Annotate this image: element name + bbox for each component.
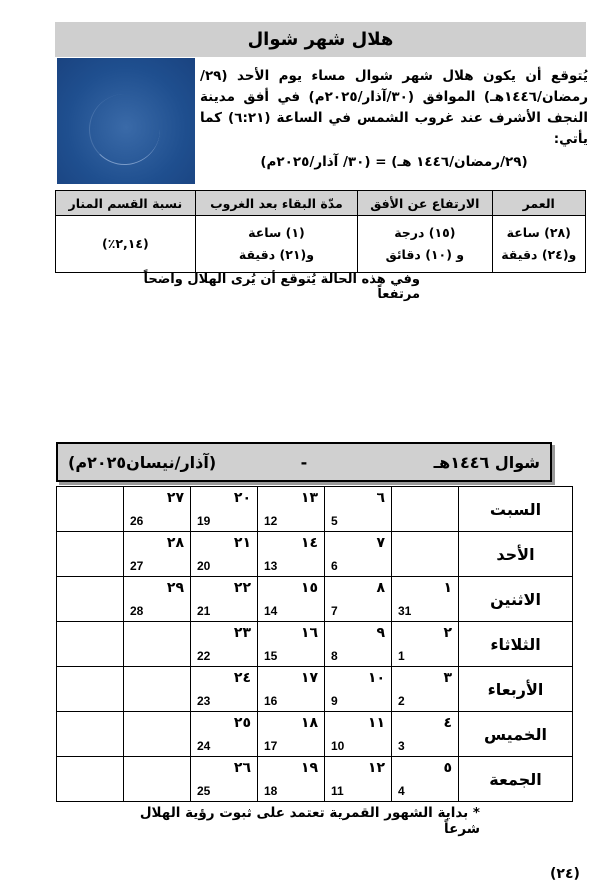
calendar-cell (325, 577, 392, 622)
hijri-date: ٤ (443, 715, 452, 731)
gregorian-date: 8 (331, 649, 338, 663)
calendar-cell (325, 712, 392, 757)
calendar-title-separator: - (300, 452, 308, 472)
header-altitude: الارتفاع عن الأفق (358, 191, 492, 216)
calendar-cell (392, 757, 459, 802)
calendar-cell (392, 712, 459, 757)
calendar-row (57, 712, 573, 757)
hijri-date: ٩ (376, 625, 385, 641)
value-duration (195, 216, 357, 273)
calendar-title-hijri: شوال ١٤٤٦هـ (433, 452, 540, 472)
calendar-cell (258, 667, 325, 712)
value-duration-line1: (١) ساعة (248, 225, 305, 240)
calendar-row (57, 577, 573, 622)
page-number: (٢٤) (550, 866, 580, 882)
value-illumination-line1: (٢,١٤٪) (102, 236, 149, 251)
info-value-row (56, 216, 586, 273)
hijri-date: ١٥ (300, 580, 318, 596)
calendar-cell (392, 532, 459, 577)
intro-paragraph: يُتوقع أن يكون هلال شهر شوال مساء يوم الأحد (٢٩/ رمضان/١٤٤٦هـ) الموافق (٣٠/آذار/٢٠٢٥م) في أفق مدينة النجف الأشرف عند غروب الشمس في الساعة (٦:٢١) كما يأتي: (200, 68, 588, 147)
value-altitude (358, 216, 492, 273)
gregorian-date: 23 (197, 694, 211, 708)
gregorian-date: 1 (398, 649, 405, 663)
calendar-cell (325, 667, 392, 712)
weekday-label: الجمعة (459, 757, 573, 802)
gregorian-date: 25 (197, 784, 211, 798)
gregorian-date: 3 (398, 739, 405, 753)
hijri-date: ١٧ (300, 670, 318, 686)
calendar-cell (57, 622, 124, 667)
weekday-label: الأربعاء (459, 667, 573, 712)
hijri-date: ٢٨ (166, 535, 184, 551)
hijri-date: ٢١ (233, 535, 251, 551)
hijri-date: ١٤ (300, 535, 318, 551)
calendar-cell (191, 532, 258, 577)
gregorian-date: 4 (398, 784, 405, 798)
hijri-date: ١١ (367, 715, 385, 731)
calendar-cell (325, 622, 392, 667)
gregorian-date: 24 (197, 739, 211, 753)
calendar-cell (57, 532, 124, 577)
calendar-row (57, 757, 573, 802)
hijri-date: ٢٩ (166, 580, 184, 596)
calendar-cell (191, 667, 258, 712)
calendar-cell (258, 712, 325, 757)
calendar-row (57, 667, 573, 712)
weekday-label: الثلاثاء (459, 622, 573, 667)
gregorian-date: 17 (264, 739, 278, 753)
hijri-date: ١ (443, 580, 452, 596)
gregorian-date: 19 (197, 514, 211, 528)
calendar-cell (124, 622, 191, 667)
hijri-date: ٧ (376, 535, 385, 551)
gregorian-date: 20 (197, 559, 211, 573)
value-age-line2: و(٢٤) دقيقة (501, 247, 577, 262)
hijri-date: ١٠ (367, 670, 385, 686)
value-altitude-line2: و (١٠) دقائق (385, 247, 465, 262)
calendar-cell (124, 667, 191, 712)
calendar-cell (325, 757, 392, 802)
header-illumination: نسبة القسم المنار (56, 191, 196, 216)
gregorian-date: 15 (264, 649, 278, 663)
weekday-label: الأحد (459, 532, 573, 577)
info-header-row (56, 191, 586, 216)
date-equation: (٢٩/رمضان/١٤٤٦ هـ) = (٣٠/ آذار/٢٠٢٥م) (260, 154, 528, 170)
crescent-moon-image (57, 58, 195, 184)
calendar-title-gregorian: (آذار/نيسان٢٠٢٥م) (68, 452, 217, 472)
hijri-date: ١٢ (367, 760, 385, 776)
conclusion-text: وفي هذه الحالة يُتوقع أن يُرى الهلال واضحاً مرتفعاً (143, 272, 420, 302)
value-age-line1: (٢٨) ساعة (506, 225, 571, 240)
hijri-date: ٥ (443, 760, 452, 776)
hijri-date: ٣ (443, 670, 452, 686)
calendar-cell (124, 532, 191, 577)
calendar-cell (191, 757, 258, 802)
calendar-cell (392, 667, 459, 712)
calendar-cell (57, 577, 124, 622)
value-illumination (56, 216, 196, 273)
header-age: العمر (492, 191, 586, 216)
header-duration: مدّة البقاء بعد الغروب (195, 191, 357, 216)
calendar-cell (57, 712, 124, 757)
gregorian-date: 6 (331, 559, 338, 573)
gregorian-date: 13 (264, 559, 278, 573)
calendar-cell (191, 487, 258, 532)
hijri-date: ٢٢ (233, 580, 251, 596)
page-title: هلال شهر شوال (55, 22, 586, 57)
gregorian-date: 18 (264, 784, 278, 798)
hijri-date: ٢٦ (233, 760, 251, 776)
footnote: * بداية الشهور القمرية تعتمد على ثبوت رؤية الهلال شرعاً (139, 805, 480, 837)
calendar-cell (325, 532, 392, 577)
gregorian-date: 14 (264, 604, 278, 618)
hijri-date: ٢٠ (233, 490, 251, 506)
calendar-cell (124, 712, 191, 757)
gregorian-date: 16 (264, 694, 278, 708)
calendar-cell (258, 487, 325, 532)
gregorian-date: 2 (398, 694, 405, 708)
calendar-row (57, 532, 573, 577)
calendar-cell (258, 577, 325, 622)
intro-text (200, 66, 588, 173)
gregorian-date: 31 (398, 604, 412, 618)
gregorian-date: 21 (197, 604, 211, 618)
hijri-date: ٢٣ (233, 625, 251, 641)
calendar-cell (124, 577, 191, 622)
calendar-cell (57, 667, 124, 712)
calendar-row (57, 622, 573, 667)
calendar-cell (325, 487, 392, 532)
calendar-cell (124, 487, 191, 532)
moon-info-table (55, 190, 586, 273)
calendar-cell (191, 712, 258, 757)
hijri-date: ٦ (376, 490, 385, 506)
hijri-date: ١٨ (300, 715, 318, 731)
hijri-date: ١٣ (300, 490, 318, 506)
weekday-label: الاثنين (459, 577, 573, 622)
gregorian-date: 5 (331, 514, 338, 528)
calendar-cell (57, 757, 124, 802)
gregorian-date: 28 (130, 604, 144, 618)
calendar-cell (258, 622, 325, 667)
gregorian-date: 9 (331, 694, 338, 708)
crescent-moon-icon (89, 94, 160, 165)
hijri-date: ١٦ (300, 625, 318, 641)
gregorian-date: 10 (331, 739, 345, 753)
value-duration-line2: و(٢١) دقيقة (238, 247, 314, 262)
calendar-cell (392, 622, 459, 667)
hijri-date: ٢٤ (233, 670, 251, 686)
calendar-cell (191, 622, 258, 667)
calendar-grid (56, 486, 573, 802)
gregorian-date: 22 (197, 649, 211, 663)
hijri-date: ١٩ (300, 760, 318, 776)
value-age (492, 216, 586, 273)
calendar-cell (191, 577, 258, 622)
weekday-label: الخميس (459, 712, 573, 757)
calendar-cell (258, 532, 325, 577)
gregorian-date: 11 (331, 784, 344, 798)
hijri-date: ٢ (443, 625, 452, 641)
calendar-cell (124, 757, 191, 802)
hijri-date: ٨ (376, 580, 385, 596)
calendar-cell (392, 487, 459, 532)
calendar-cell (392, 577, 459, 622)
calendar-cell (258, 757, 325, 802)
hijri-date: ٢٥ (233, 715, 251, 731)
value-altitude-line1: (١٥) درجة (394, 225, 456, 240)
gregorian-date: 27 (130, 559, 144, 573)
hijri-date: ٢٧ (166, 490, 184, 506)
calendar-row (57, 487, 573, 532)
calendar-title-bar (56, 442, 552, 482)
gregorian-date: 7 (331, 604, 338, 618)
gregorian-date: 26 (130, 514, 144, 528)
calendar (56, 442, 552, 802)
gregorian-date: 12 (264, 514, 278, 528)
calendar-cell (57, 487, 124, 532)
weekday-label: السبت (459, 487, 573, 532)
